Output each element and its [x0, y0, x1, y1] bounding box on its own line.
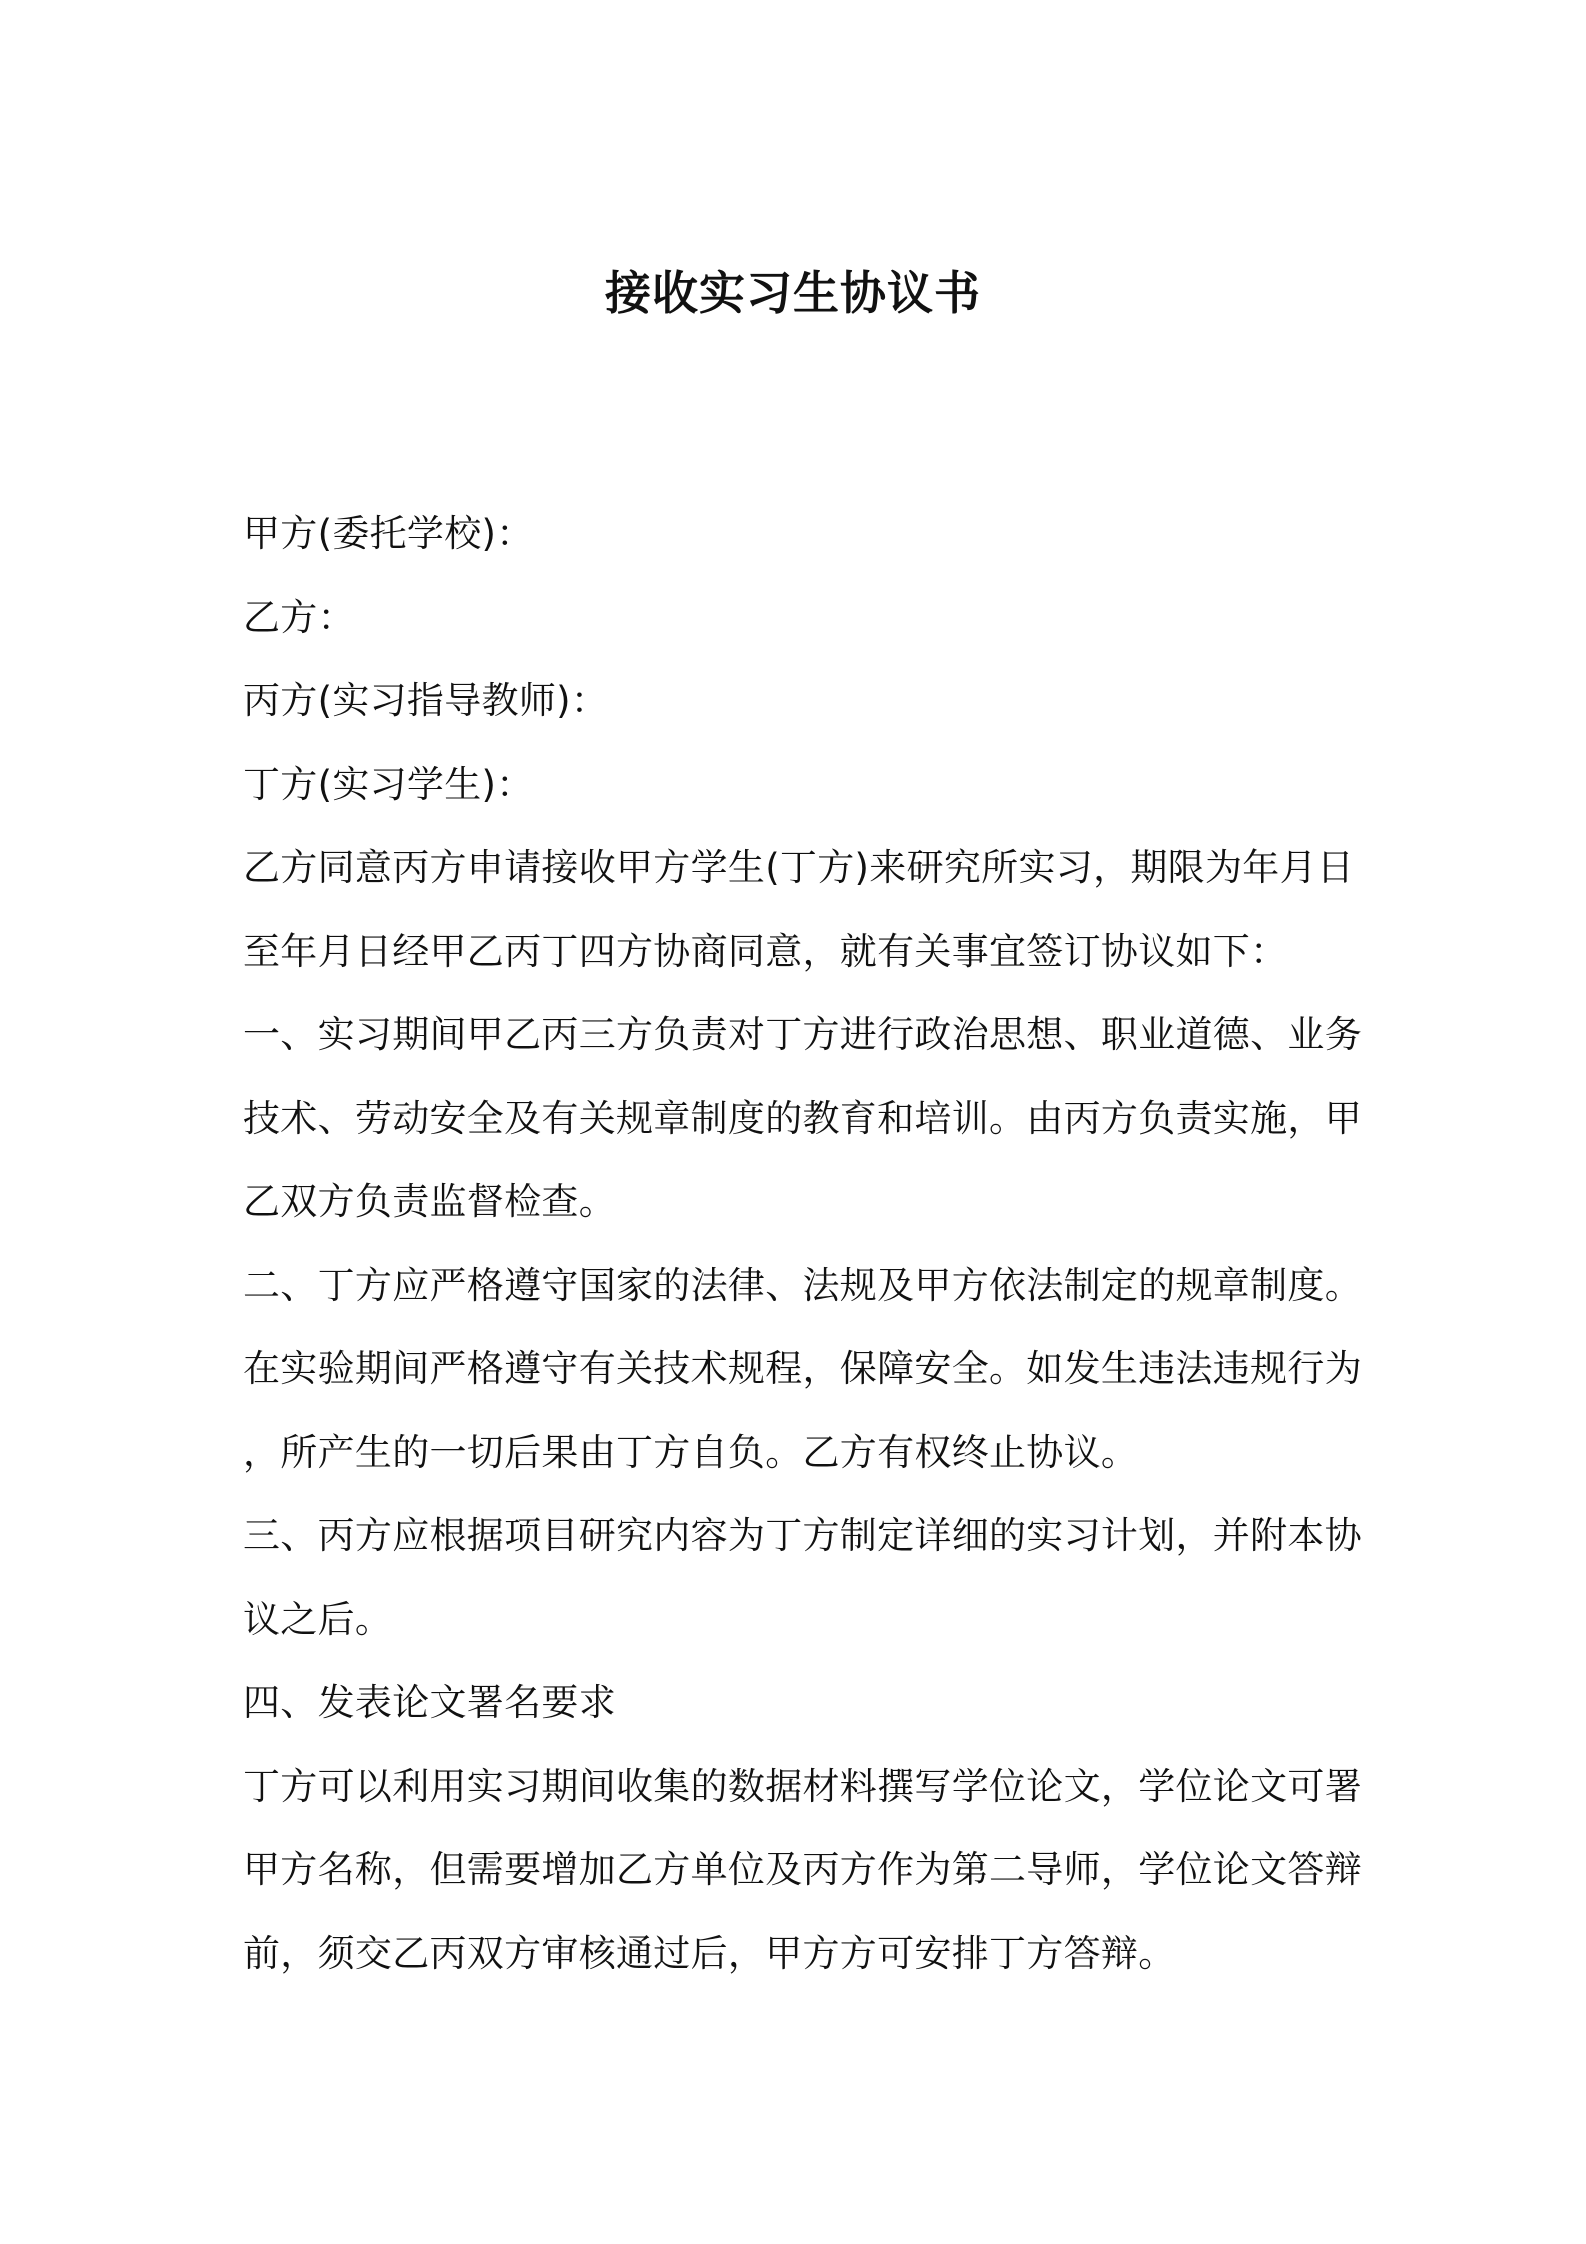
clause-2-line-2: 在实验期间严格遵守有关技术规程，保障安全。如发生违法违规行为 — [243, 1347, 1362, 1390]
party-d-line: 丁方(实习学生)： — [243, 762, 534, 806]
clause-3-line-2: 议之后。 — [243, 1597, 393, 1641]
clause-1-line-1: 一、实习期间甲乙丙三方负责对丁方进行政治思想、职业道德、业务 — [243, 1013, 1362, 1056]
clause-2-line-3: ，所产生的一切后果由丁方自负。乙方有权终止协议。 — [243, 1430, 1139, 1474]
clause-1-line-3: 乙双方负责监督检查。 — [243, 1180, 616, 1223]
clause-4-line-3: 前，须交乙丙双方审核通过后，甲方方可安排丁方答辩。 — [243, 1931, 1176, 1975]
party-a-line: 甲方(委托学校)： — [243, 512, 534, 555]
clause-2-line-1: 二、丁方应严格遵守国家的法律、法规及甲方依法制定的规章制度。 — [243, 1263, 1362, 1307]
party-c-line: 丙方(实习指导教师)： — [243, 679, 609, 722]
clause-4-heading: 四、发表论文署名要求 — [243, 1681, 616, 1724]
clause-3-line-1: 三、丙方应根据项目研究内容为丁方制定详细的实习计划，并附本协 — [243, 1514, 1362, 1557]
intro-line-1: 乙方同意丙方申请接收甲方学生(丁方)来研究所实习，期限为年月日 — [243, 846, 1355, 889]
clause-1-line-2: 技术、劳动安全及有关规章制度的教育和培训。由丙方负责实施，甲 — [243, 1096, 1362, 1140]
intro-line-2: 至年月日经甲乙丙丁四方协商同意，就有关事宜签订协议如下： — [243, 929, 1288, 973]
document-body — [243, 492, 1362, 1995]
clause-4-line-2: 甲方名称，但需要增加乙方单位及丙方作为第二导师，学位论文答辩 — [243, 1848, 1362, 1891]
document-title: 接收实习生协议书 — [605, 266, 981, 320]
party-b-line: 乙方： — [243, 595, 355, 639]
clause-4-line-1: 丁方可以利用实习期间收集的数据材料撰写学位论文，学位论文可署 — [243, 1764, 1362, 1808]
